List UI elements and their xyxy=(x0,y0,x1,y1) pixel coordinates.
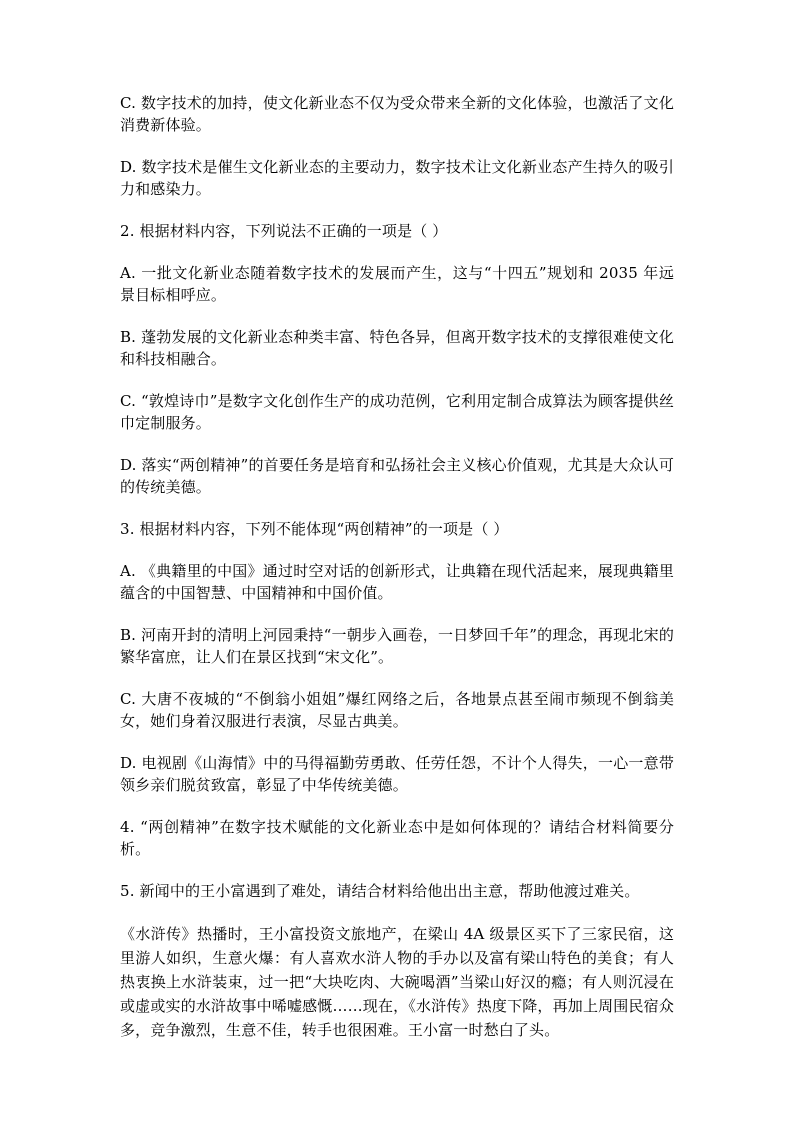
question-2: 2. 根据材料内容，下列说法不正确的一项是（ ） xyxy=(120,222,448,240)
option-d-q3: D. 电视剧《山海情》中的马得福勤劳勇敢、任劳任怨，不计个人得失，一心一意带领乡亲们脱贫致富，彰显了中华传统美德。 xyxy=(120,754,674,794)
option-a-q2: A. 一批文化新业态随着数字技术的发展而产生，这与“十四五”规划和 2035 年远景目标相呼应。 xyxy=(120,264,674,304)
option-c-q2: C. “敦煌诗巾”是数字文化创作生产的成功范例，它利用定制合成算法为顾客提供丝巾定制服务。 xyxy=(120,392,674,432)
option-d-q2: D. 落实“两创精神”的首要任务是培育和弘扬社会主义核心价值观，尤其是大众认可的传统美德。 xyxy=(120,456,674,496)
option-b-q2: B. 蓬勃发展的文化新业态种类丰富、特色各异，但离开数字技术的支撑很难使文化和科技相融合。 xyxy=(120,328,674,368)
question-3: 3. 根据材料内容，下列不能体现“两创精神”的一项是（ ） xyxy=(120,520,509,538)
option-c-q3: C. 大唐不夜城的“不倒翁小姐姐”爆红网络之后，各地景点甚至闹市频现不倒翁美女，她们身着汉服进行表演，尽显古典美。 xyxy=(120,690,674,730)
question-5: 5. 新闻中的王小富遇到了难处，请结合材料给他出出主意，帮助他渡过难关。 xyxy=(120,882,640,900)
document-page xyxy=(120,92,674,1062)
news-passage: 《水浒传》热播时，王小富投资文旅地产，在梁山 4A 级景区买下了三家民宿，这里游人如织，生意火爆：有人喜欢水浒人物的手办以及富有梁山特色的美食；有人热衷换上水浒装束，过一把“大块吃肉、大碗喝酒”当梁山好汉的瘾；有人则沉浸在或虚或实的水浒故事中唏嘘感慨……现在，《水浒传》热度下降，再加上周围民宿众多，竞争激烈，生意不佳，转手也很困难。王小富一时愁白了头。 xyxy=(120,925,674,1039)
question-4: 4. “两创精神”在数字技术赋能的文化新业态中是如何体现的？请结合材料简要分析。 xyxy=(120,818,674,858)
option-b-q3: B. 河南开封的清明上河园秉持“一朝步入画卷，一日梦回千年”的理念，再现北宋的繁华富庶，让人们在景区找到“宋文化”。 xyxy=(120,626,674,666)
option-a-q3: A. 《典籍里的中国》通过时空对话的创新形式，让典籍在现代活起来，展现典籍里蕴含的中国智慧、中国精神和中国价值。 xyxy=(120,562,674,602)
option-d-q1: D. 数字技术是催生文化新业态的主要动力，数字技术让文化新业态产生持久的吸引力和感染力。 xyxy=(120,158,674,198)
option-c-q1: C. 数字技术的加持，使文化新业态不仅为受众带来全新的文化体验，也激活了文化消费新体验。 xyxy=(120,94,674,134)
